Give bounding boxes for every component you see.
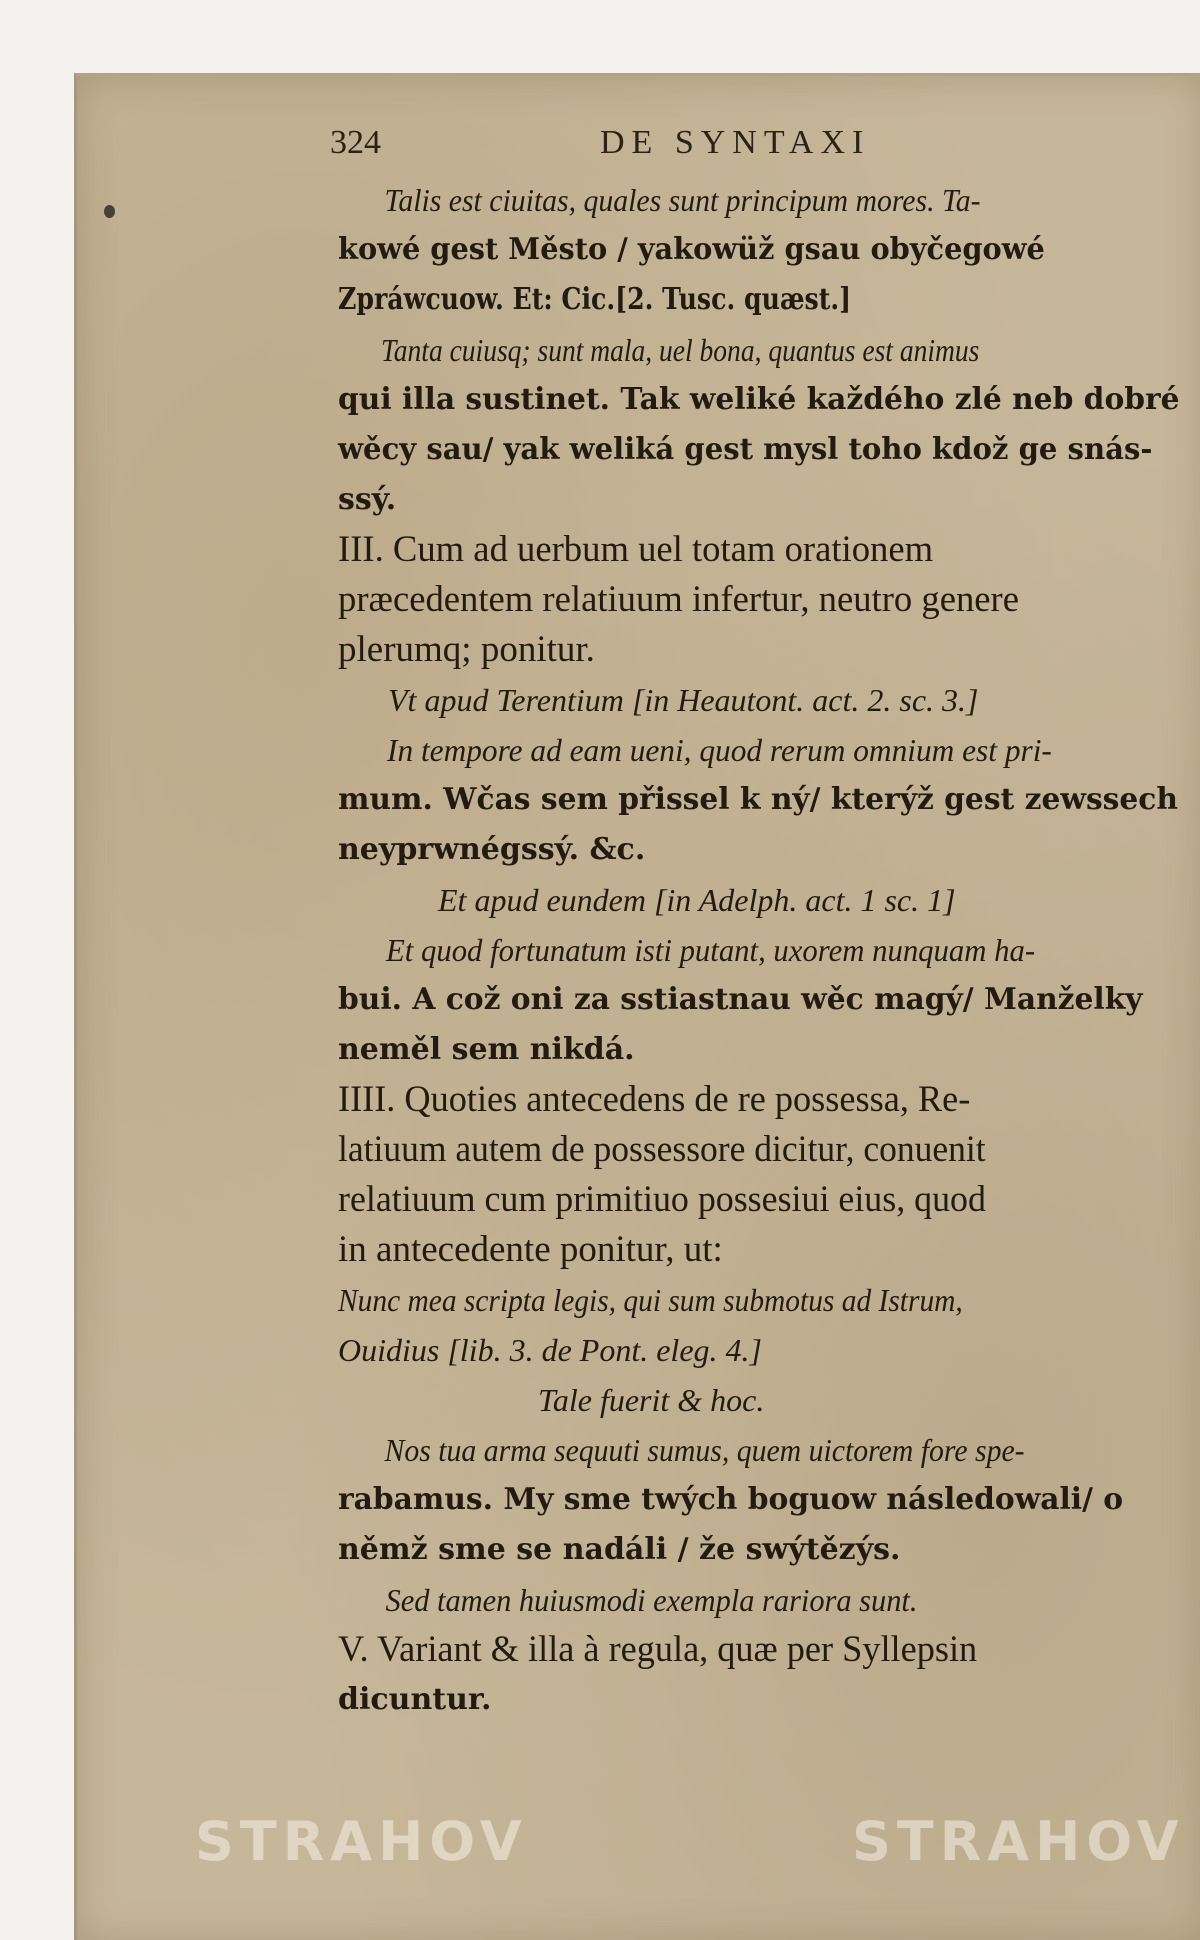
text-line: Sed tamen huiusmodi exempla rariora sunt. xyxy=(385,1582,918,1618)
text-line: Vt apud Terentium [in Heautont. act. 2. sc. 3.] xyxy=(388,682,979,718)
section-heading: IIII. Quoties antecedens de re possessa, Re- xyxy=(338,1079,971,1120)
section-heading: V. Variant & illa à regula, quæ per Syllepsin xyxy=(338,1629,978,1670)
text-line: bui. A což oni za sstiastnau wěc magý/ Manželky xyxy=(338,982,1143,1017)
section-heading: III. Cum ad uerbum uel totam orationem xyxy=(338,529,934,570)
text-line: neměl sem nikdá. xyxy=(338,1032,635,1067)
text-line: Talis est ciuitas, quales sunt principum mores. Ta- xyxy=(384,182,981,218)
verse-line: Nunc mea scripta legis, qui sum submotus ad Istrum, xyxy=(338,1282,963,1318)
text-line: præcedentem relatiuum infertur, neutro genere xyxy=(338,579,1019,620)
text-line: Zpráwcuow. Et: Cic.[2. Tusc. quæst.] xyxy=(338,282,852,317)
text-line: in antecedente ponitur, ut: xyxy=(338,1229,723,1270)
text-line: ssý. xyxy=(338,482,397,517)
page-text xyxy=(338,175,1188,1725)
page-header xyxy=(330,124,950,164)
text-line: Tanta cuiusq; sunt mala, uel bona, quantus est animus xyxy=(381,332,980,368)
running-title: DE SYNTAXI xyxy=(600,124,871,161)
text-line: relatiuum cum primitiuo possesiui eius, quod xyxy=(338,1179,986,1220)
text-line: qui illa sustinet. Tak weliké každého zlé neb dobré xyxy=(338,382,1180,417)
library-watermark: STRAHOV xyxy=(195,1810,528,1873)
citation-line: Ouidius [lib. 3. de Pont. eleg. 4.] xyxy=(338,1332,762,1368)
text-line: dicuntur. xyxy=(338,1682,492,1717)
text-line: latiuum autem de possessore dicitur, conuenit xyxy=(338,1129,986,1170)
text-line: rabamus. My sme twých boguow následowali/ o xyxy=(338,1482,1124,1517)
text-line: Nos tua arma sequuti sumus, quem uictorem fore spe- xyxy=(384,1432,1025,1468)
ink-spot xyxy=(104,205,115,218)
page-number: 324 xyxy=(330,124,381,161)
text-line: neyprwnégssý. &c. xyxy=(338,832,646,867)
text-line: Et apud eundem [in Adelph. act. 1 sc. 1] xyxy=(438,882,956,918)
library-watermark: STRAHOV xyxy=(852,1810,1185,1873)
text-line: němž sme se nadáli / že swýtězýs. xyxy=(338,1532,901,1567)
text-line: Tale fuerit & hoc. xyxy=(538,1382,765,1418)
text-line: Et quod fortunatum isti putant, uxorem nunquam ha- xyxy=(386,932,1036,968)
text-line: wěcy sau/ yak weliká gest mysl toho kdož ge snás- xyxy=(338,432,1153,467)
text-line: mum. Wčas sem přissel k ný/ kterýž gest zewssech xyxy=(338,782,1178,817)
text-line: plerumq; ponitur. xyxy=(338,629,595,670)
text-line: In tempore ad eam ueni, quod rerum omnium est pri- xyxy=(387,732,1052,768)
text-line: kowé gest Město / yakowüž gsau obyčegowé xyxy=(338,232,1045,267)
